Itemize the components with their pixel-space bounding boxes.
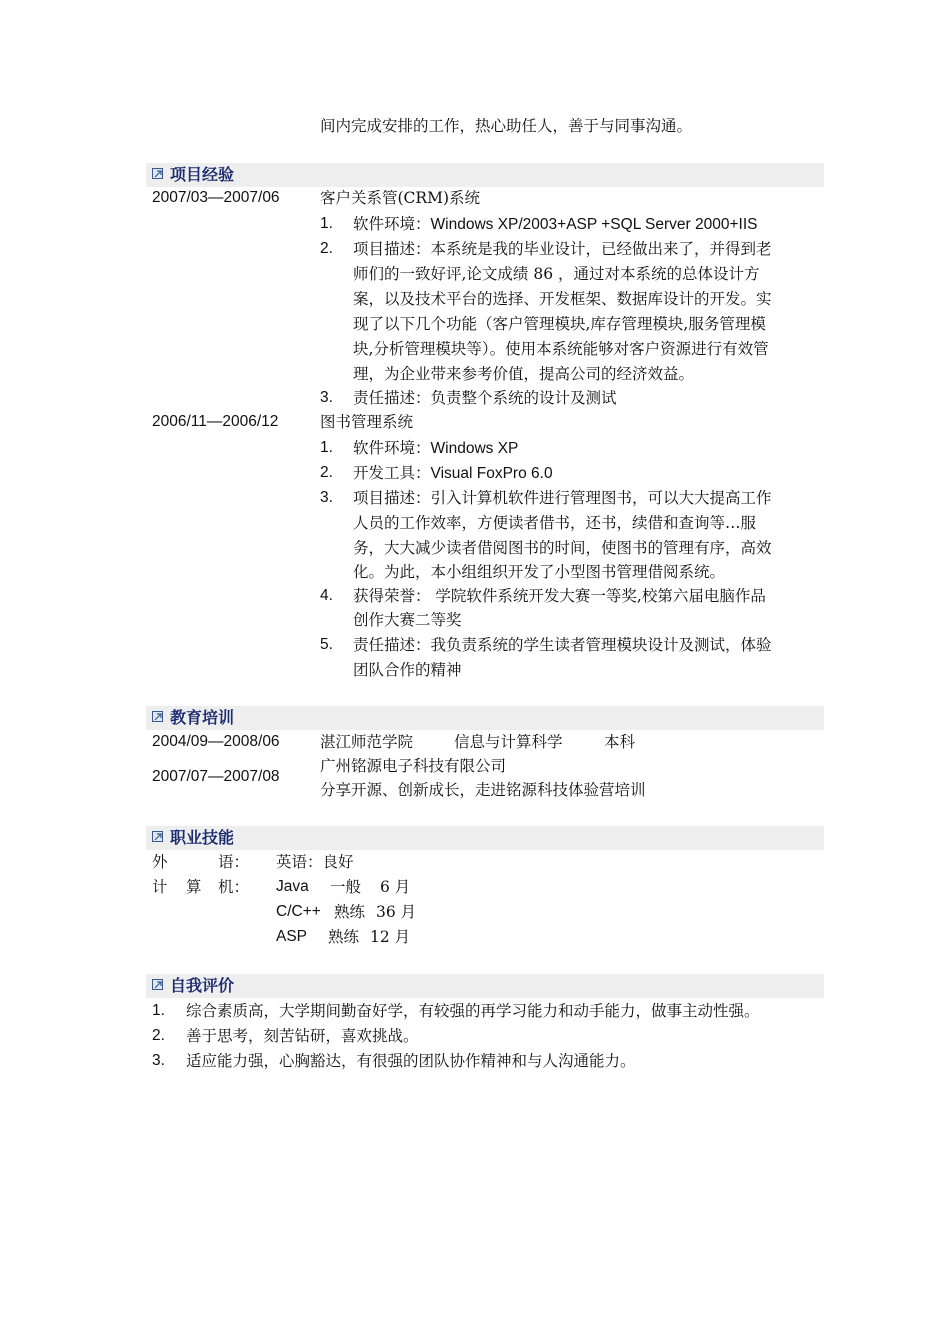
education-dates: 2004/09—2008/06 bbox=[152, 733, 280, 750]
list-number: 4. bbox=[320, 587, 333, 604]
list-item-line: 项目描述：引入计算机软件进行管理图书，可以大大提高工作 bbox=[353, 489, 772, 507]
list-item-line: 案，以及技术平台的选择、开发框架、数据库设计的开发。实 bbox=[353, 290, 772, 308]
self-eval-item: 适应能力强，心胸豁达，有很强的团队协作精神和与人沟通能力。 bbox=[186, 1052, 636, 1070]
section-header-self-eval bbox=[146, 974, 824, 998]
list-number: 1. bbox=[320, 439, 333, 456]
skill-level: 一般 bbox=[330, 878, 362, 896]
section-title: 自我评价 bbox=[170, 976, 235, 995]
section-title: 职业技能 bbox=[170, 828, 235, 847]
skill-label-char: 机： bbox=[218, 878, 250, 896]
list-item-line: 务，大大减少读者借阅图书的时间，使图书的管理有序，高效 bbox=[353, 539, 772, 557]
list-item: 责任描述：负责整个系统的设计及测试 bbox=[353, 389, 617, 407]
list-item-line: 创作大赛二等奖 bbox=[353, 611, 462, 629]
section-arrow-icon bbox=[152, 711, 163, 722]
list-number: 2. bbox=[320, 464, 333, 481]
list-number: 2. bbox=[152, 1027, 165, 1044]
project-dates: 2006/11—2006/12 bbox=[152, 413, 279, 430]
list-item-line: 项目描述：本系统是我的毕业设计，已经做出来了，并得到老 bbox=[353, 240, 772, 258]
intro-line: 间内完成安排的工作，热心助任人，善于与同事沟通。 bbox=[320, 117, 693, 135]
list-number: 3. bbox=[320, 489, 333, 506]
skill-label-char: 语： bbox=[218, 853, 250, 871]
list-item-line: 获得荣誉： 学院软件系统开发大赛一等奖,校第六届电脑作品 bbox=[353, 587, 766, 605]
list-number: 2. bbox=[320, 240, 333, 257]
item-value: Windows XP/2003+ASP +SQL Server 2000+IIS bbox=[430, 216, 758, 233]
skill-level: 熟练 bbox=[334, 903, 366, 921]
list-item-line: 团队合作的精神 bbox=[353, 661, 462, 679]
item-label: 开发工具： bbox=[353, 464, 431, 482]
skill-months: 36 月 bbox=[376, 903, 417, 921]
list-number: 3. bbox=[320, 389, 333, 406]
section-header-education bbox=[146, 706, 824, 730]
section-arrow-icon bbox=[152, 979, 163, 990]
skill-name: ASP bbox=[276, 928, 308, 945]
skill-label-char: 算 bbox=[186, 878, 202, 896]
list-number: 1. bbox=[320, 215, 333, 232]
section-title: 教育培训 bbox=[170, 708, 235, 727]
item-label: 软件环境： bbox=[353, 439, 431, 457]
list-item-line: 现了以下几个功能（客户管理模块,库存管理模块,服务管理模 bbox=[353, 315, 766, 333]
list-item bbox=[353, 214, 758, 235]
list-number: 3. bbox=[152, 1052, 165, 1069]
skill-label-char: 计 bbox=[152, 878, 168, 896]
project-dates: 2007/03—2007/06 bbox=[152, 189, 280, 206]
item-label: 软件环境： bbox=[353, 215, 431, 233]
skill-level: 熟练 bbox=[328, 928, 360, 946]
self-eval-item: 综合素质高，大学期间勤奋好学，有较强的再学习能力和动手能力，做事主动性强。 bbox=[186, 1002, 760, 1020]
list-item-line: 人员的工作效率，方便读者借书，还书，续借和查询等…服 bbox=[353, 514, 757, 532]
list-number: 1. bbox=[152, 1002, 165, 1019]
project-name: 图书管理系统 bbox=[320, 413, 414, 431]
skill-label-char: 外 bbox=[152, 853, 168, 871]
skill-foreign-value: 英语：良好 bbox=[276, 853, 354, 871]
section-title: 项目经验 bbox=[170, 165, 235, 184]
training-course: 分享开源、创新成长，走进铭源科技体验营培训 bbox=[320, 781, 646, 799]
list-item-line: 化。为此，本小组组织开发了小型图书管理借阅系统。 bbox=[353, 563, 726, 581]
education-degree: 本科 bbox=[604, 733, 636, 751]
list-item bbox=[353, 463, 553, 484]
skill-name: Java bbox=[276, 878, 309, 895]
self-eval-item: 善于思考，刻苦钻研，喜欢挑战。 bbox=[186, 1027, 419, 1045]
skill-name: C/C++ bbox=[276, 903, 321, 920]
list-number: 5. bbox=[320, 636, 333, 653]
section-arrow-icon bbox=[152, 831, 163, 842]
section-header-skills bbox=[146, 826, 824, 850]
list-item-line: 师们的一致好评,论文成绩 86 ，通过对本系统的总体设计方 bbox=[353, 265, 760, 283]
project-name: 客户关系管(CRM)系统 bbox=[320, 189, 480, 207]
education-school: 湛江师范学院 bbox=[320, 733, 414, 751]
training-dates: 2007/07—2007/08 bbox=[152, 768, 280, 785]
skill-months: 12 月 bbox=[370, 928, 411, 946]
list-item-line: 责任描述：我负责系统的学生读者管理模块设计及测试，体验 bbox=[353, 636, 772, 654]
item-value: Visual FoxPro 6.0 bbox=[430, 465, 553, 482]
list-item-line: 块,分析管理模块等）。使用本系统能够对客户资源进行有效管 bbox=[353, 340, 769, 358]
training-org: 广州铭源电子科技有限公司 bbox=[320, 757, 507, 775]
item-value: Windows XP bbox=[430, 440, 519, 457]
section-arrow-icon bbox=[152, 168, 163, 179]
skill-months: 6 月 bbox=[380, 878, 411, 896]
list-item bbox=[353, 438, 518, 459]
list-item-line: 理，为企业带来参考价值，提高公司的经济效益。 bbox=[353, 365, 695, 383]
education-major: 信息与计算科学 bbox=[454, 733, 563, 751]
section-header-projects bbox=[146, 163, 824, 187]
